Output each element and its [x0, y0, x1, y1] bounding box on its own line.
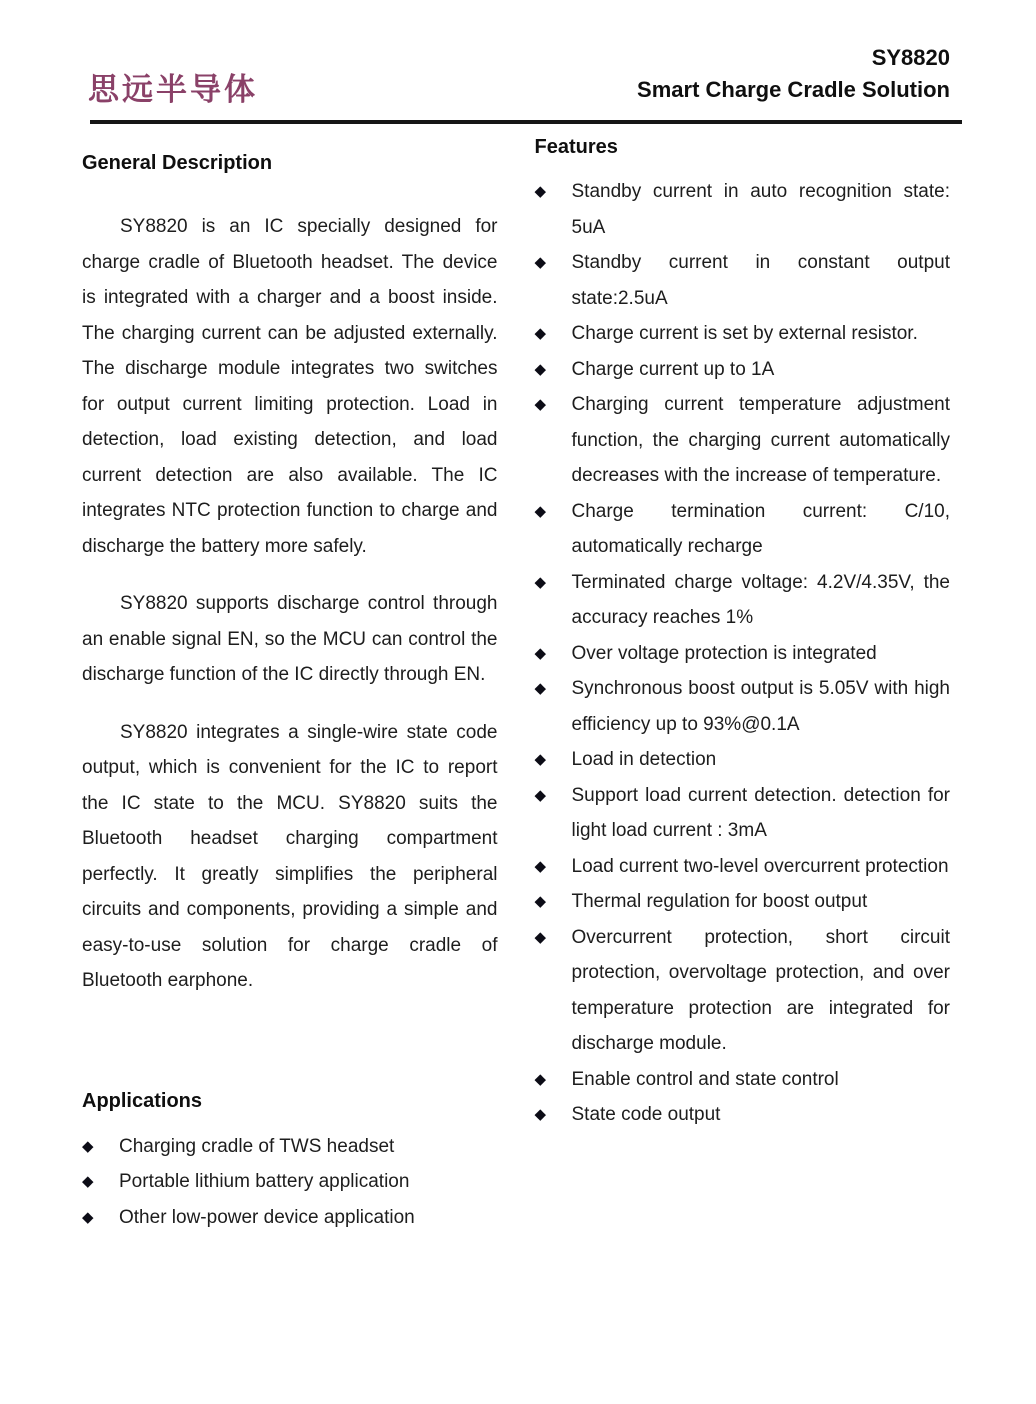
- feature-item-text: Load in detection: [571, 749, 717, 770]
- application-item-text: Portable lithium battery application: [119, 1171, 410, 1192]
- feature-list-item: [535, 778, 951, 849]
- feature-item-text: State code output: [571, 1104, 721, 1125]
- description-paragraph: SY8820 is an IC specially designed for charge cradle of Bluetooth headset. The device is integrated with a charger and a boost inside. The charging current can be adjusted externally. The discharge module integrates two switches for output current limiting protection. Load in detection, load existing detection, and load current detection are also available. The IC integrates NTC protection function to charge and discharge the battery more safely.: [82, 216, 498, 557]
- description-paragraph: SY8820 supports discharge control through an enable signal EN, so the MCU can control the discharge function of the IC directly through EN.: [82, 593, 498, 685]
- feature-item-text: Charging current temperature adjustment function, the charging current automatically decreases with the increase of temperature.: [571, 394, 950, 486]
- diamond-bullet-icon: ◆: [534, 183, 547, 200]
- feature-list-item: [535, 316, 951, 352]
- diamond-bullet-icon: ◆: [534, 857, 547, 875]
- diamond-bullet-icon: ◆: [82, 1208, 94, 1226]
- feature-item-text: Support load current detection. detection for light load current : 3mA: [571, 784, 950, 841]
- application-list-item: [82, 1200, 498, 1236]
- diamond-bullet-icon: ◆: [534, 928, 547, 946]
- feature-item-text: Synchronous boost output is 5.05V with high efficiency up to 93%@0.1A: [571, 678, 950, 735]
- feature-list-item: [535, 245, 951, 316]
- application-list-item: [82, 1129, 498, 1165]
- general-description-heading: General Description: [82, 152, 273, 174]
- applications-list: [82, 1129, 498, 1236]
- feature-list-item: [535, 387, 951, 494]
- feature-item-text: Overcurrent protection, short circuit protection, overvoltage protection, and over temperature protection are integrated for discharge module.: [571, 926, 950, 1054]
- feature-list-item: [535, 1062, 951, 1098]
- application-item-text: Charging cradle of TWS headset: [119, 1135, 395, 1157]
- diamond-bullet-icon: ◆: [534, 396, 547, 413]
- feature-list-item: [535, 494, 951, 565]
- diamond-bullet-icon: ◆: [534, 751, 547, 768]
- diamond-bullet-icon: ◆: [534, 644, 547, 662]
- diamond-bullet-icon: ◆: [82, 1173, 94, 1190]
- feature-item-text: Thermal regulation for boost output: [571, 891, 868, 912]
- diamond-bullet-icon: ◆: [82, 1137, 94, 1155]
- features-heading: Features: [534, 136, 618, 158]
- feature-item-text: Enable control and state control: [571, 1068, 839, 1090]
- feature-list-item: [535, 636, 951, 672]
- feature-item-text: Charge current is set by external resistor.: [571, 323, 918, 344]
- feature-list-item: [535, 1097, 951, 1133]
- diamond-bullet-icon: ◆: [534, 573, 547, 591]
- feature-list-item: [535, 352, 951, 388]
- diamond-bullet-icon: ◆: [534, 893, 547, 910]
- diamond-bullet-icon: ◆: [534, 502, 547, 520]
- applications-heading: Applications: [82, 1089, 203, 1112]
- diamond-bullet-icon: ◆: [534, 325, 547, 342]
- feature-item-text: Load current two-level overcurrent protection: [571, 855, 949, 877]
- feature-list-item: [535, 920, 951, 1062]
- feature-list-item: [535, 671, 951, 742]
- feature-item-text: Charge current up to 1A: [571, 358, 775, 380]
- feature-list-item: [535, 565, 951, 636]
- features-list: [535, 174, 951, 1133]
- application-item-text: Other low-power device application: [119, 1206, 415, 1228]
- general-description-body: [82, 209, 498, 999]
- left-column: [82, 124, 498, 1235]
- content-columns: [0, 124, 1036, 1235]
- feature-list-item: [535, 884, 951, 920]
- feature-list-item: [535, 174, 951, 245]
- feature-item-text: Terminated charge voltage: 4.2V/4.35V, the accuracy reaches 1%: [571, 571, 950, 628]
- diamond-bullet-icon: ◆: [534, 680, 547, 697]
- diamond-bullet-icon: ◆: [534, 1070, 547, 1088]
- diamond-bullet-icon: ◆: [534, 360, 547, 378]
- feature-item-text: Charge termination current: C/10, automatically recharge: [571, 500, 950, 557]
- right-column: [535, 124, 951, 1235]
- part-number: SY8820: [871, 45, 950, 70]
- diamond-bullet-icon: ◆: [534, 786, 547, 804]
- diamond-bullet-icon: ◆: [534, 254, 547, 271]
- feature-item-text: Over voltage protection is integrated: [571, 642, 877, 664]
- description-paragraph: SY8820 integrates a single-wire state code output, which is convenient for the IC to report the IC state to the MCU. SY8820 suits the Bluetooth headset charging compartment perfectly. It greatly simplifies the peripheral circuits and components, providing a simple and easy-to-use solution for charge cradle of Bluetooth earphone.: [82, 721, 498, 991]
- feature-list-item: [535, 849, 951, 885]
- feature-item-text: Standby current in auto recognition state: 5uA: [571, 181, 950, 238]
- document-title: Smart Charge Cradle Solution: [637, 77, 950, 102]
- feature-list-item: [535, 742, 951, 778]
- application-list-item: [82, 1164, 498, 1200]
- page-header: [0, 0, 1036, 120]
- feature-item-text: Standby current in constant output state:2.5uA: [571, 252, 950, 309]
- header-title-block: [637, 42, 950, 106]
- brand-logo: 思远半导体: [88, 72, 258, 108]
- diamond-bullet-icon: ◆: [534, 1106, 547, 1123]
